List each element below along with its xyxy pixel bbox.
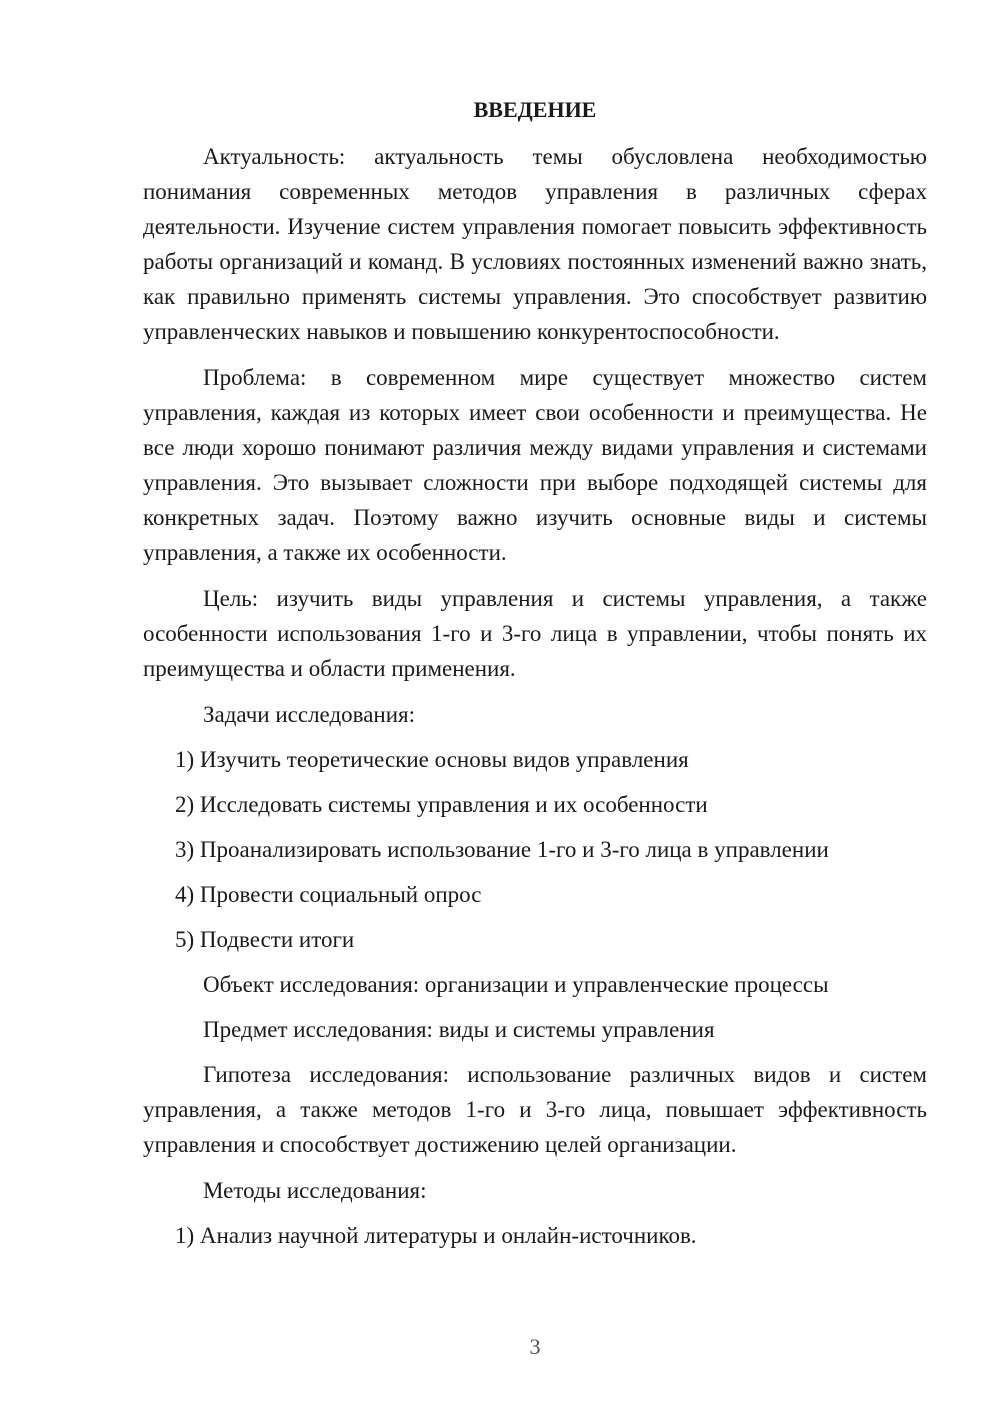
problem-paragraph: Проблема: в современном мире существует множество систем управления, каждая из которых имеет свои особенности и преимущества. Не все люди хорошо понимают различия между видами управления и системами управления. Это вызывает сложности при выборе подходящей системы для конкретных задач. Поэтому важно изучить основные виды и системы управления, а также их особенности. [143, 365, 927, 565]
task-item: 3) Проанализировать использование 1-го и 3-го лица в управлении [175, 837, 829, 862]
relevance-paragraph: Актуальность: актуальность темы обусловлена необходимостью понимания современных методов управления в различных сферах деятельности. Изучение систем управления помогает повысить эффективность работы организаций и команд. В условиях постоянных изменений важно знать, как правильно применять системы управления. Это способствует развитию управленческих навыков и повышению конкурентоспособности. [143, 144, 927, 344]
hypothesis-paragraph: Гипотеза исследования: использование различных видов и систем управления, а также методов 1-го и 3-го лица, повышает эффективность управления и способствует достижению целей организации. [143, 1062, 927, 1157]
task-item: 1) Изучить теоретические основы видов управления [175, 747, 689, 772]
page-title: ВВЕДЕНИЕ [473, 97, 597, 122]
task-item: 4) Провести социальный опрос [175, 882, 482, 907]
page-number: 3 [529, 1334, 541, 1359]
method-item: 1) Анализ научной литературы и онлайн-источников. [175, 1223, 697, 1248]
task-item: 2) Исследовать системы управления и их особенности [175, 792, 708, 817]
tasks-label: Задачи исследования: [203, 702, 416, 727]
methods-label: Методы исследования: [203, 1178, 427, 1203]
task-item: 5) Подвести итоги [175, 927, 355, 952]
goal-paragraph: Цель: изучить виды управления и системы управления, а также особенности использования 1-го и 3-го лица в управлении, чтобы понять их преимущества и области применения. [143, 586, 927, 681]
subject-line: Предмет исследования: виды и системы управления [203, 1017, 715, 1042]
page-content [143, 94, 927, 1263]
object-line: Объект исследования: организации и управленческие процессы [203, 972, 829, 997]
